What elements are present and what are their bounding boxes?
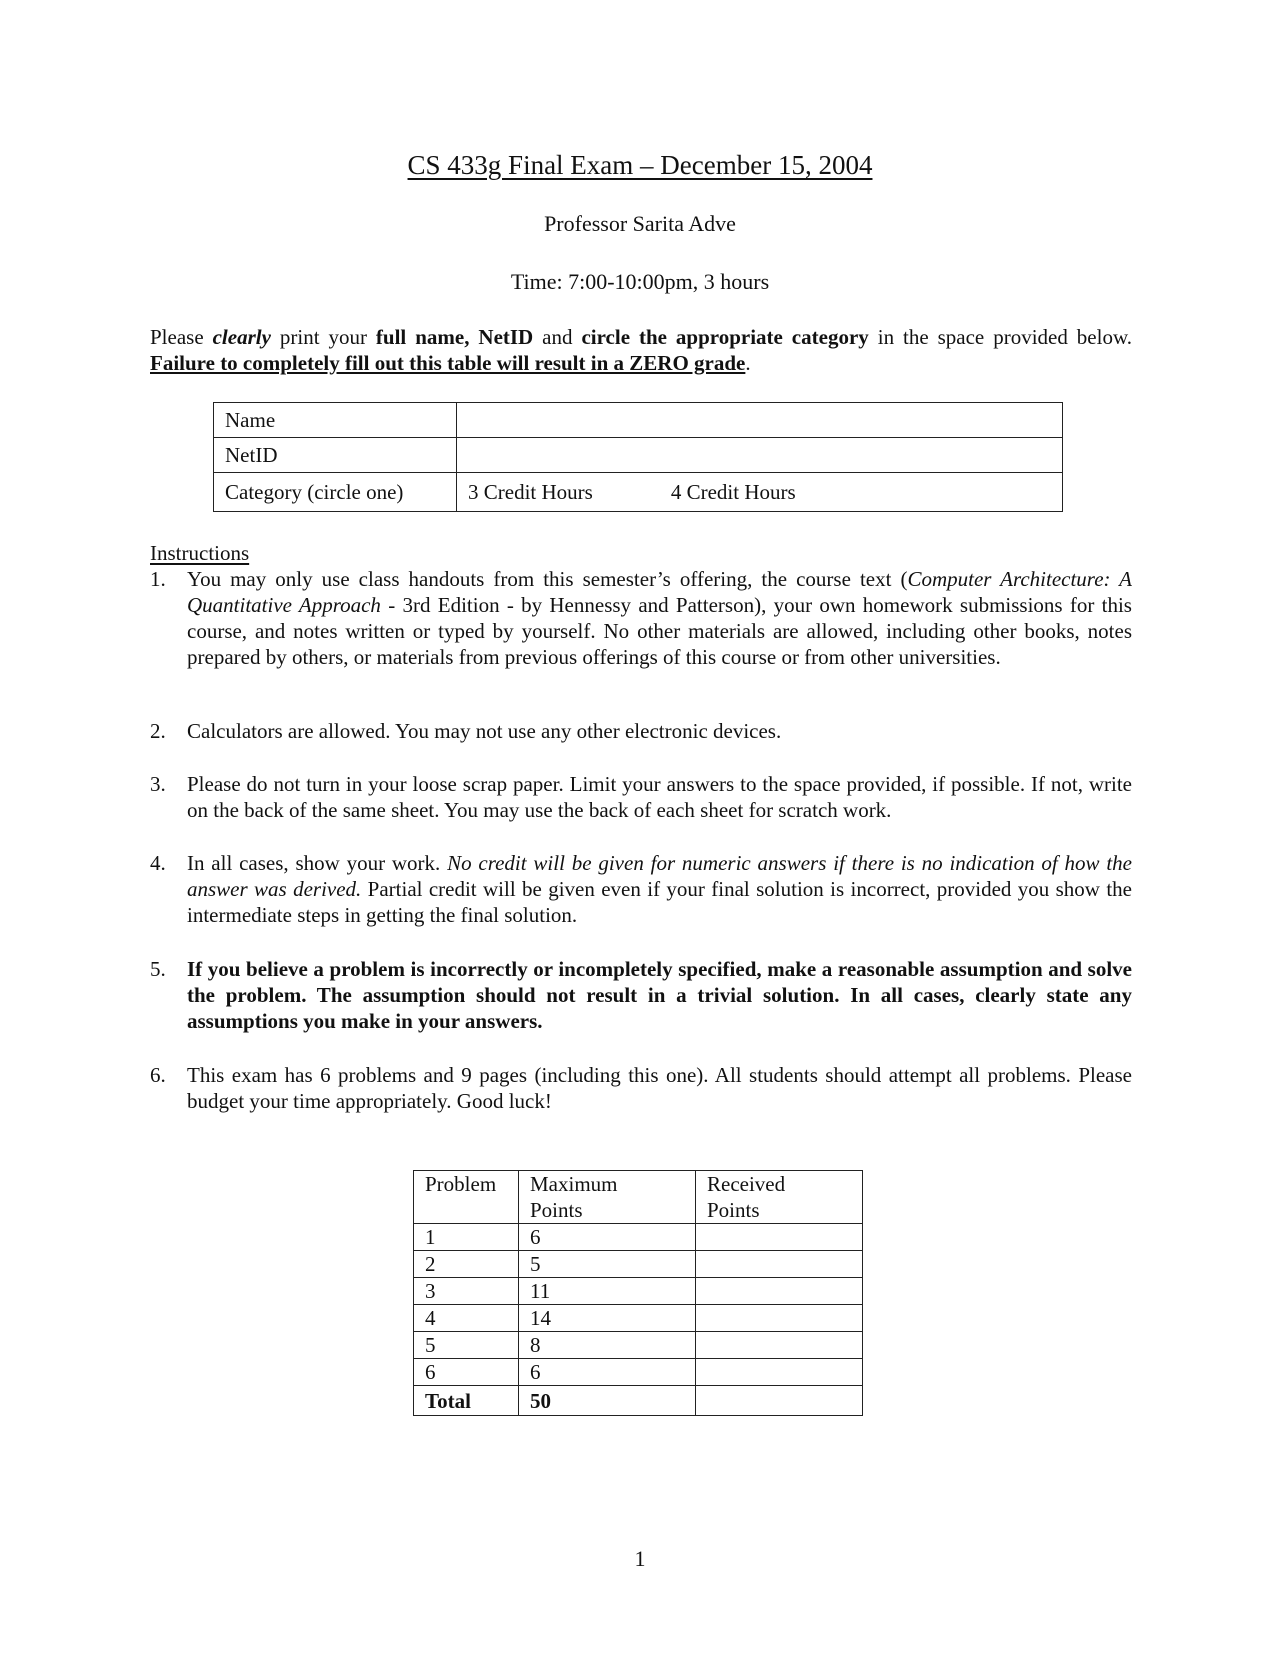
- score-row: 5 8: [414, 1332, 863, 1359]
- received-points-cell[interactable]: [696, 1332, 863, 1359]
- instruction-item-3: 3. Please do not turn in your loose scrap paper. Limit your answers to the space provided, if possible. If not, write on the back of the same sheet. You may use the back of each sheet for scratch work.: [150, 772, 1132, 822]
- score-header-row: [414, 1171, 863, 1224]
- header-received-points: Received Points: [696, 1171, 863, 1224]
- received-points-cell[interactable]: [696, 1251, 863, 1278]
- score-row: 4 14: [414, 1305, 863, 1332]
- total-label: Total: [414, 1386, 519, 1416]
- instructions-heading: Instructions: [150, 541, 250, 565]
- received-points-cell[interactable]: [696, 1359, 863, 1386]
- instruction-item-1: 1. You may only use class handouts from this semester’s offering, the course text (Computer Architecture: A Quantitative Approach - 3rd Edition - by Hennessy and Patterson), your own homework submissions for this course, and notes written or typed by yourself. No other materials are allowed, including other books, notes prepared by others, or materials from previous offerings of this course or from other universities.: [150, 567, 1132, 669]
- student-info-table: [213, 402, 1063, 512]
- intro-paragraph: Please clearly print your full name, NetID and circle the appropriate category in the space provided below. Failure to completely fill out this table will result in a ZERO grade.: [150, 325, 1133, 375]
- netid-label: NetID: [214, 438, 457, 473]
- header-max-points: Maximum Points: [519, 1171, 696, 1224]
- instruction-item-5: 5. If you believe a problem is incorrectly or incompletely specified, make a reasonable assumption and solve the problem. The assumption should not result in a trivial solution. In all cases, clearly state any assumptions you make in your answers.: [150, 957, 1132, 1033]
- option-4-credit-hours[interactable]: 4 Credit Hours: [670, 479, 796, 504]
- name-label: Name: [214, 403, 457, 438]
- netid-field[interactable]: [457, 438, 1063, 473]
- name-row: [214, 403, 1063, 438]
- professor-name: Professor Sarita Adve: [544, 211, 736, 236]
- score-row: 3 11: [414, 1278, 863, 1305]
- header-problem: Problem: [414, 1171, 519, 1224]
- score-table: [413, 1170, 863, 1416]
- option-3-credit-hours[interactable]: 3 Credit Hours: [468, 479, 593, 504]
- score-total-row: [414, 1386, 863, 1416]
- name-field[interactable]: [457, 403, 1063, 438]
- total-max-points: 50: [519, 1386, 696, 1416]
- received-points-cell[interactable]: [696, 1305, 863, 1332]
- instruction-item-2: 2. Calculators are allowed. You may not use any other electronic devices.: [150, 719, 782, 743]
- score-row: 6 6: [414, 1359, 863, 1386]
- total-received-cell[interactable]: [696, 1386, 863, 1416]
- zero-grade-warning: Failure to completely fill out this table will result in a ZERO grade: [150, 351, 746, 375]
- netid-row: [214, 438, 1063, 473]
- category-row: [214, 473, 1063, 512]
- exam-time: Time: 7:00-10:00pm, 3 hours: [510, 269, 770, 294]
- score-row: 2 5: [414, 1251, 863, 1278]
- received-points-cell[interactable]: [696, 1278, 863, 1305]
- category-label: Category (circle one): [214, 473, 457, 512]
- received-points-cell[interactable]: [696, 1224, 863, 1251]
- exam-title: CS 433g Final Exam – December 15, 2004: [407, 150, 873, 180]
- instruction-item-4: 4. In all cases, show your work. No credit will be given for numeric answers if there is no indication of how the answer was derived. Partial credit will be given even if your final solution is incorrect, provided you show the intermediate steps in getting the final solution.: [150, 851, 1132, 927]
- page-number: 1: [634, 1546, 646, 1571]
- category-options: [457, 473, 1063, 512]
- score-row: 1 6: [414, 1224, 863, 1251]
- instruction-item-6: 6. This exam has 6 problems and 9 pages (including this one). All students should attempt all problems. Please budget your time appropriately. Good luck!: [150, 1063, 1132, 1113]
